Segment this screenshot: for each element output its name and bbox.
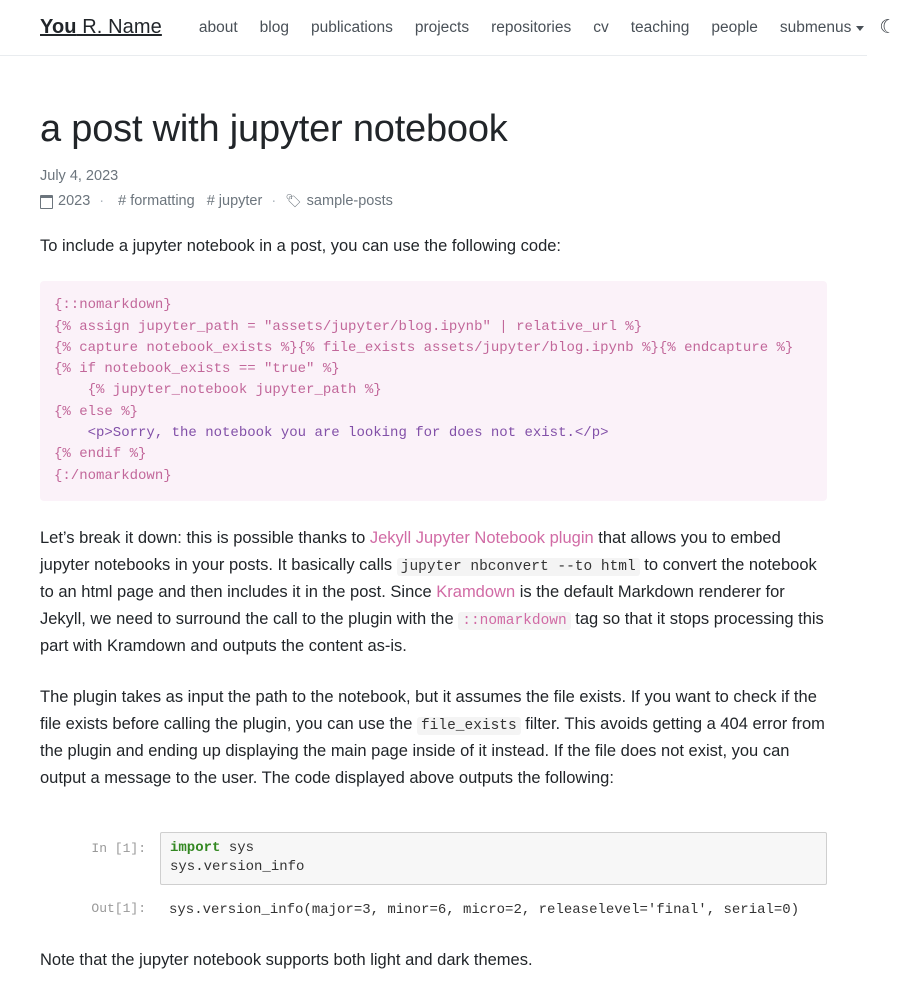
chevron-down-icon — [856, 26, 864, 31]
theme-toggle-glyph: ☾ — [879, 17, 897, 38]
explanation-paragraph-2 — [40, 684, 827, 792]
nomarkdown-code: ::nomarkdown — [458, 612, 570, 630]
closing-paragraph: Note that the jupyter notebook supports both light and dark themes. — [40, 951, 533, 970]
code-line-6: {% else %} — [54, 403, 139, 420]
notebook-out-prompt: Out[1]: — [91, 901, 146, 917]
liquid-code-content — [54, 295, 813, 486]
site-brand[interactable] — [40, 16, 162, 39]
post-meta — [40, 193, 827, 209]
nav-item-people[interactable]: people — [711, 18, 758, 36]
brand-first-name: You — [40, 16, 77, 38]
para1-part2: that allows you to embed jupyter notebooks in your posts. It basically calls — [40, 528, 781, 574]
intro-paragraph: To include a jupyter notebook in a post, you can use the following code: — [40, 236, 562, 255]
jekyll-jupyter-plugin-link[interactable]: Jekyll Jupyter Notebook plugin — [369, 528, 594, 547]
moon-icon[interactable] — [875, 12, 900, 43]
jupyter-notebook-embed — [40, 832, 827, 924]
page-title: a post with jupyter notebook — [40, 108, 508, 150]
nbconvert-code: jupyter nbconvert --to html — [397, 558, 640, 576]
top-navbar — [0, 0, 897, 56]
notebook-code-input[interactable] — [160, 832, 827, 886]
para1-part4: is the default Markdown renderer for Jekyll, we need to surround the call to the plugin with the — [40, 583, 785, 628]
meta-tag-formatting[interactable] — [113, 193, 195, 209]
nav-item-submenus-label: submenus — [779, 18, 852, 36]
meta-separator: · — [99, 192, 105, 209]
para1-part3: to convert the notebook to an html page and then includes it in the post. Since — [40, 555, 817, 601]
meta-separator-2: · — [271, 192, 277, 209]
code-line-1: {::nomarkdown} — [54, 297, 172, 314]
meta-year-label: 2023 — [58, 192, 91, 209]
nav-item-publications[interactable]: publications — [310, 18, 393, 36]
nav-item-projects[interactable]: projects — [414, 18, 470, 36]
para2-part1: The plugin takes as input the path to the notebook, but it assumes the file exists. If you want to check if the file exists before calling the plugin, you can use the — [40, 687, 817, 733]
explanation-paragraph-1 — [40, 525, 827, 660]
para1-part5: tag so that it stops processing this part with Kramdown and outputs the content as-is. — [40, 609, 824, 656]
nav-item-cv[interactable]: cv — [593, 18, 609, 36]
meta-tag-formatting-label: # formatting — [118, 192, 195, 209]
nav-item-submenus[interactable] — [769, 13, 876, 43]
para1-part1: Let’s break it down: this is possible thanks to — [40, 528, 370, 547]
meta-year[interactable] — [40, 193, 90, 209]
notebook-code-line1-rest: sys — [220, 839, 255, 856]
brand-last-name: R. Name — [76, 16, 162, 38]
notebook-output-cell — [80, 899, 827, 923]
code-line-9: {:/nomarkdown} — [54, 467, 172, 484]
nav-item-repositories[interactable]: repositories — [491, 18, 572, 36]
code-line-3: {% capture notebook_exists %}{% file_exists assets/jupyter/blog.ipynb %}{% endcapture %} — [54, 339, 794, 356]
code-line-7: <p>Sorry, the notebook you are looking for does not exist.</p> — [54, 425, 609, 441]
code-line-5: {% jupyter_notebook jupyter_path %} — [54, 382, 382, 399]
code-line-4: {% if notebook_exists == "true" %} — [54, 361, 340, 378]
tag-icon: 🏷 — [285, 193, 302, 209]
nav-item-teaching[interactable]: teaching — [630, 18, 690, 36]
liquid-code-block — [40, 281, 827, 500]
calendar-icon — [40, 195, 53, 209]
post-date: July 4, 2023 — [40, 167, 119, 184]
meta-category[interactable] — [285, 193, 393, 209]
page-content — [0, 108, 867, 1004]
notebook-in-prompt: In [1]: — [91, 840, 146, 856]
code-line-2: {% assign jupyter_path = "assets/jupyter/blog.ipynb" | relative_url %} — [54, 318, 643, 335]
kramdown-link[interactable]: Kramdown — [436, 583, 516, 601]
notebook-code-keyword: import — [170, 839, 221, 856]
notebook-input-cell — [80, 832, 827, 886]
notebook-output-text: sys.version_info(major=3, minor=6, micro=2, releaselevel='final', serial=0) — [169, 902, 800, 919]
nav-item-blog[interactable]: blog — [259, 18, 289, 36]
meta-tag-jupyter-label: # jupyter — [206, 192, 263, 209]
file-exists-code: file_exists — [417, 717, 521, 735]
nav-links — [188, 13, 876, 43]
meta-tag-jupyter[interactable] — [207, 193, 263, 209]
notebook-code-line2: sys.version_info — [170, 859, 305, 876]
para2-part2: filter. This avoids getting a 404 error from the plugin and ending up displaying the main page inside of it instead. If the file does not exist, you can output a message to the user. The code displayed above outputs the following: — [40, 714, 825, 787]
nav-item-about[interactable]: about — [198, 18, 238, 36]
code-line-8: {% endif %} — [54, 446, 147, 463]
meta-category-label: sample-posts — [306, 192, 393, 209]
